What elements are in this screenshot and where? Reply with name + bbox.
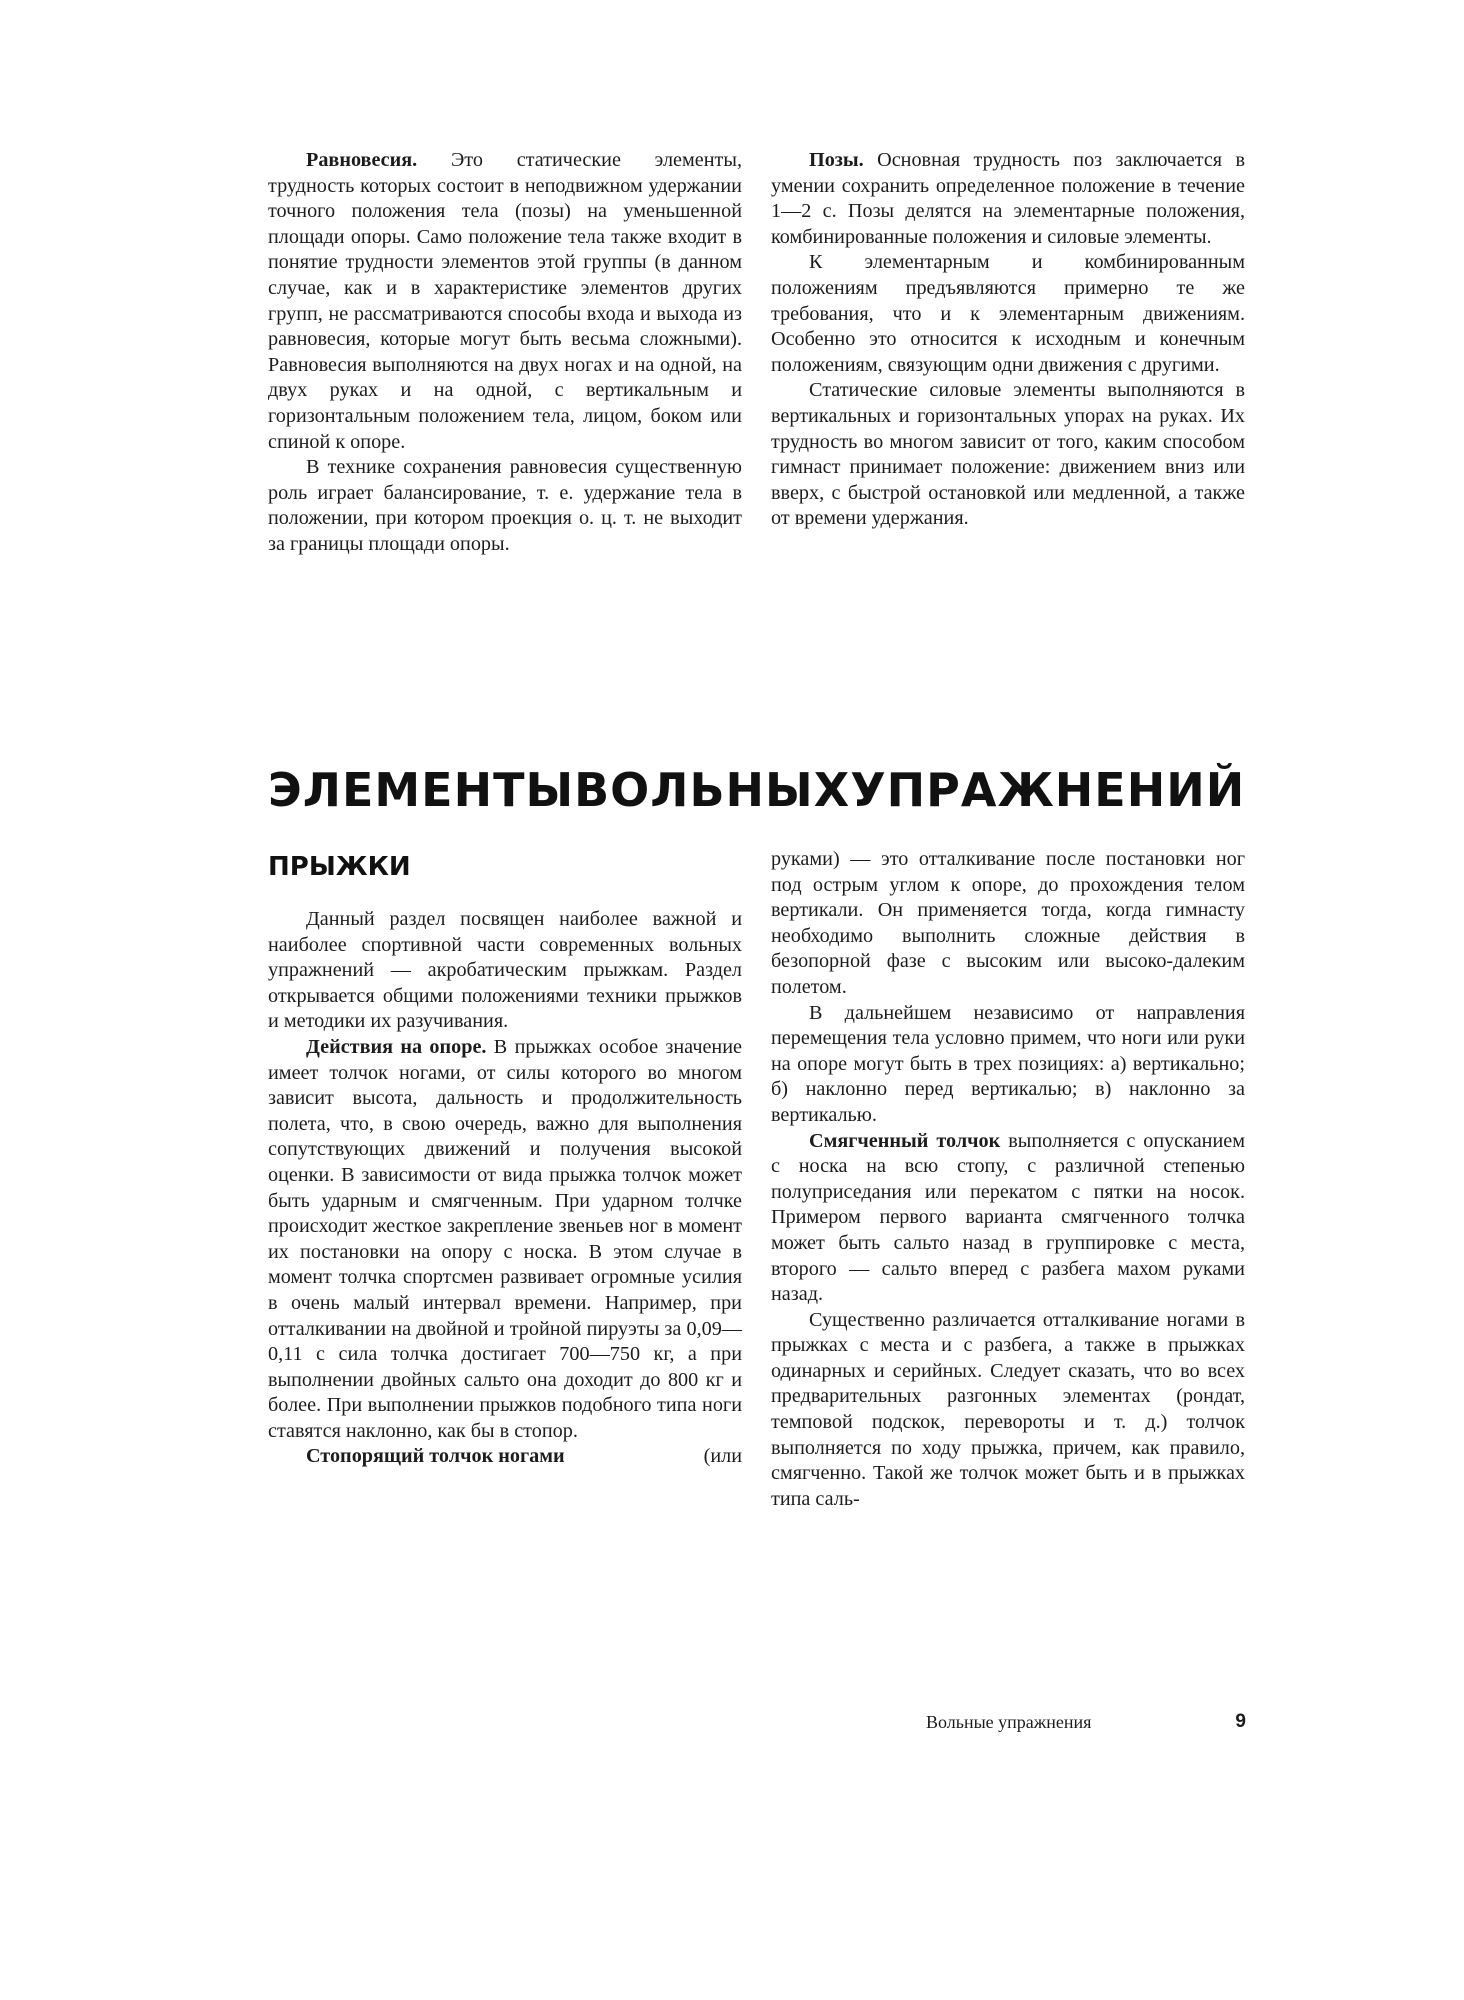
section-title-word: ВОЛЬНЫХ xyxy=(574,763,851,817)
top-right-column xyxy=(771,148,1245,532)
paragraph: В технике сохранения равновесия существенную роль играет балансирование, т. е. удержание тела в положении, при котором проекция о. ц. т. не выходит за границы площади опоры. xyxy=(268,456,742,555)
paragraph: Статические силовые элементы выполняются в вертикальных и горизонтальных упорах на руках. Их трудность во многом зависит от того, каким способом гимнаст принимает положение: движением вниз или вверх, с быстрой остановкой или медленной, а также от времени удержания. xyxy=(771,379,1245,530)
running-title: Вольные упражнения xyxy=(926,1711,1092,1732)
paragraph: Данный раздел посвящен наиболее важной и наиболее спортивной части современных вольных упражнений — акробатическим прыжкам. Раздел открывается общими положениями техники прыжков и методики их разучивания. xyxy=(268,908,742,1033)
paragraph xyxy=(268,1035,742,1445)
paragraph xyxy=(268,1444,742,1470)
page-footer xyxy=(926,1708,1246,1736)
top-left-column xyxy=(268,148,742,558)
section-title xyxy=(268,762,1245,818)
paragraph: В дальнейшем независимо от направления перемещения тела условно примем, что ноги или руки на опоре могут быть в трех позициях: а) вертикально; б) наклонно перед вертикалью; в) наклонно за вертикалью. xyxy=(771,1001,1245,1126)
term-lead: Равновесия. xyxy=(306,149,418,171)
section-title-word: УПРАЖНЕНИЙ xyxy=(850,763,1246,817)
paragraph: руками) — это отталкивание после постановки ног под острым углом к опоре, до прохождения телом вертикали. Он применяется тогда, когда гимнасту необходимо выполнить сложные действия в безопорной фазе с высоким или высоко-далеким полетом. xyxy=(771,848,1245,998)
paragraph-text: В прыжках особое значение имеет толчок ногами, от силы которого во многом зависит высота, дальность и продолжительность полета, что, в свою очередь, важно для выполнения сопутствующих движений и получения высокой оценки. В зависимости от вида прыжка толчок может быть ударным и смягченным. При ударном толчке происходит жесткое закрепление звеньев ног в момент их постановки на опору с носка. В этом случае в момент толчка спортсмен развивает огромные усилия в очень малый интервал времени. Например, при отталкивании на двойной и тройной пируэты за 0,09—0,11 с сила толчка достигает 700—750 кг, а при выполнении двойных сальто она доходит до 800 кг и более. При выполнении прыжков подобного типа ноги ставятся наклонно, как бы в стопор. xyxy=(268,1035,743,1442)
section-title-word: ЭЛЕМЕНТЫ xyxy=(268,763,575,817)
term-lead: Стопорящий толчок ногами xyxy=(306,1445,565,1468)
paragraph: К элементарным и комбинированным положениям предъявляются примерно те же требования, что и к элементарным движениям. Особенно это относится к исходным и конечным положениям, связующим одни движения с другими. xyxy=(771,251,1245,376)
paragraph-text: Это статические элементы, трудность которых состоит в неподвижном удержании точного положения тела (позы) на уменьшенной площади опоры. Само положение тела также входит в понятие трудности элементов этой группы (в данном случае, как и в характеристике элементов других групп, не рассматриваются способы входа и выхода из равновесия, которые могут быть весьма сложными). Равновесия выполняются на двух ногах и на одной, на двух руках и на одной, с вертикальным и горизонтальным положением тела, лицом, боком или спиной к опоре. xyxy=(268,149,742,453)
term-lead: Действия на опоре. xyxy=(306,1035,487,1058)
term-lead: Позы. xyxy=(809,149,864,171)
paragraph xyxy=(268,148,742,455)
bottom-left-column xyxy=(268,907,742,1470)
term-lead: Смягченный толчок xyxy=(809,1129,1001,1152)
paragraph-text: (или xyxy=(703,1445,742,1468)
paragraph-text: Основная трудность поз заключается в умении сохранить определенное положение в течение 1—2 с. Позы делятся на элементарные положения, комбинированные положения и силовые элементы. xyxy=(771,149,1245,248)
paragraph xyxy=(771,1129,1245,1308)
bottom-right-column xyxy=(771,847,1245,1512)
paragraph-text: выполняется с опусканием с носка на всю стопу, с различной степенью полуприседания или перекатом с пятки на носок. Примером первого варианта смягченного толчка может быть сальто назад в группировке с места, второго — сальто вперед с разбега махом руками назад. xyxy=(771,1129,1245,1306)
subsection-title: ПРЫЖКИ xyxy=(268,852,411,882)
paragraph: Существенно различается отталкивание ногами в прыжках с места и с разбега, а также в прыжках одинарных и серийных. Следует сказать, что во всех предварительных разгонных элементах (рондат, темповой подскок, перевороты и т. д.) толчок выполняется по ходу прыжка, причем, как правило, смягченно. Такой же толчок может быть и в прыжках типа саль- xyxy=(771,1308,1245,1510)
page-number: 9 xyxy=(1235,1711,1246,1732)
paragraph xyxy=(771,148,1245,250)
